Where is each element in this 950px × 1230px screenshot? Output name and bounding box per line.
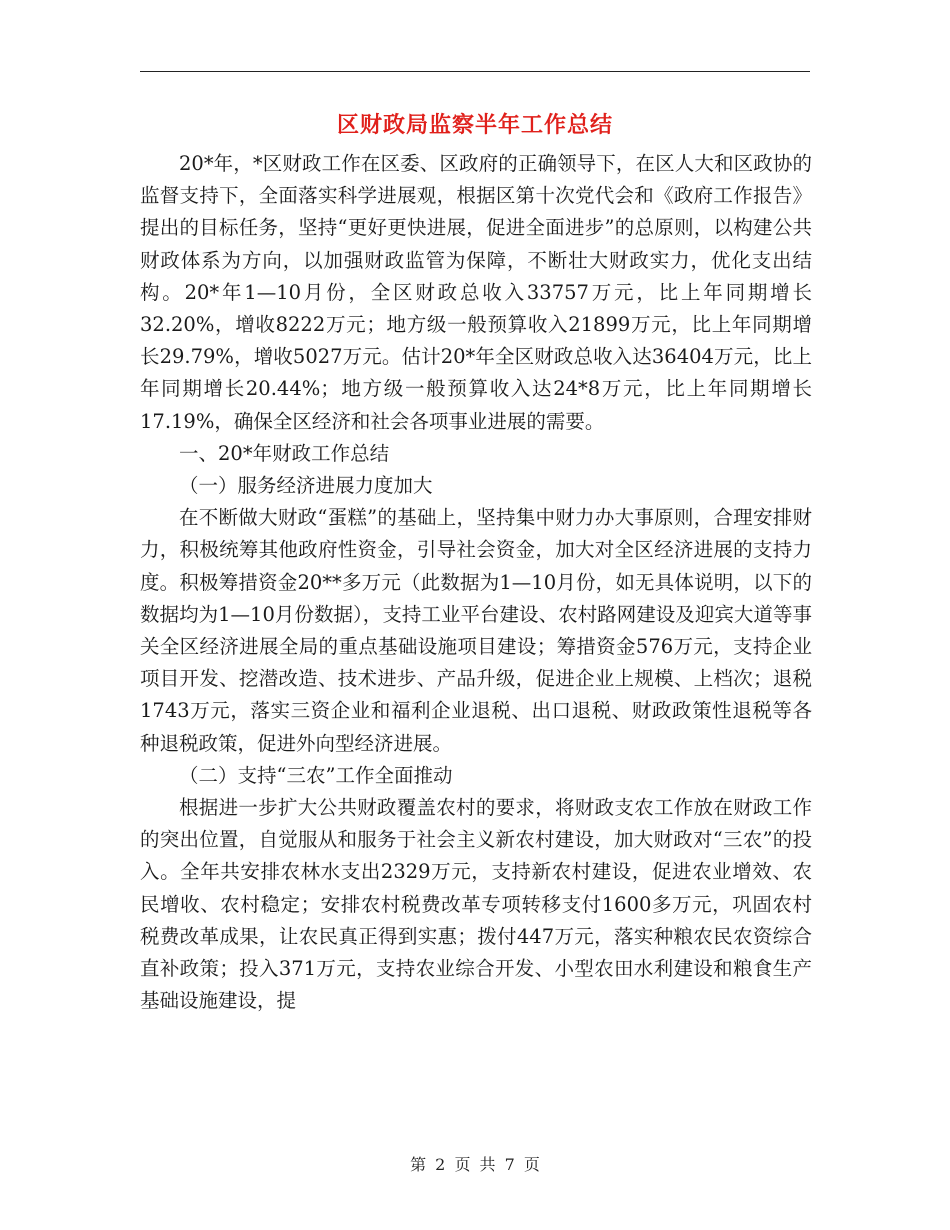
paragraph-intro: 20*年，*区财政工作在区委、区政府的正确领导下，在区人大和区政协的监督支持下，全面落实科学进展观，根据区第十次党代会和《政府工作报告》提出的目标任务，坚持“更好更快进展，促进全面进步”的总原则，以构建公共财政体系为方向，以加强财政监管为保障，不断壮大财政实力，优化支出结构。20*年1—10月份，全区财政总收入33757万元，比上年同期增长32.20%，增收8222万元；地方级一般预算收入21899万元，比上年同期增长29.79%，增收5027万元。估计20*年全区财政总收入达36404万元，比上年同期增长20.44%；地方级一般预算收入达24*8万元，比上年同期增长17.19%，确保全区经济和社会各项事业进展的需要。 [140,152,812,433]
paragraph-economy: 在不断做大财政“蛋糕”的基础上，坚持集中财力办大事原则，合理安排财力，积极统筹其他政府性资金，引导社会资金，加大对全区经济进展的支持力度。积极筹措资金20**多万元（此数据为1—10月份，如无具体说明，以下的数据均为1—10月份数据），支持工业平台建设、农村路网建设及迎宾大道等事关全区经济进展全局的重点基础设施项目建设；筹措资金576万元，支持企业项目开发、挖潜改造、技术进步、产品升级，促进企业上规模、上档次；退税1743万元，落实三资企业和福利企业退税、出口退税、财政政策性退税等各种退税政策，促进外向型经济进展。 [140,506,812,755]
section-heading-1: 一、20*年财政工作总结 [179,441,390,465]
header-rule [140,71,810,72]
page-title: 区财政局监察半年工作总结 [336,112,613,138]
paragraph-agriculture: 根据进一步扩大公共财政覆盖农村的要求，将财政支农工作放在财政工作的突出位置，自觉服从和服务于社会主义新农村建设，加大财政对“三农”的投入。全年共安排农林水支出2329万元，支持新农村建设，促进农业增效、农民增收、农村稳定；安排农村税费改革专项转移支付1600多万元，巩固农村税费改革成果，让农民真正得到实惠；拨付447万元，落实种粮农民农资综合直补政策；投入371万元，支持农业综合开发、小型农田水利建设和粮食生产基础设施建设，提 [140,796,812,1013]
subsection-heading-1: （一）服务经济进展力度加大 [179,474,433,498]
document-body [140,148,812,1017]
subsection-heading-2: （二）支持“三农”工作全面推动 [179,763,453,787]
page-footer: 第 2 页 共 7 页 [410,1155,540,1174]
